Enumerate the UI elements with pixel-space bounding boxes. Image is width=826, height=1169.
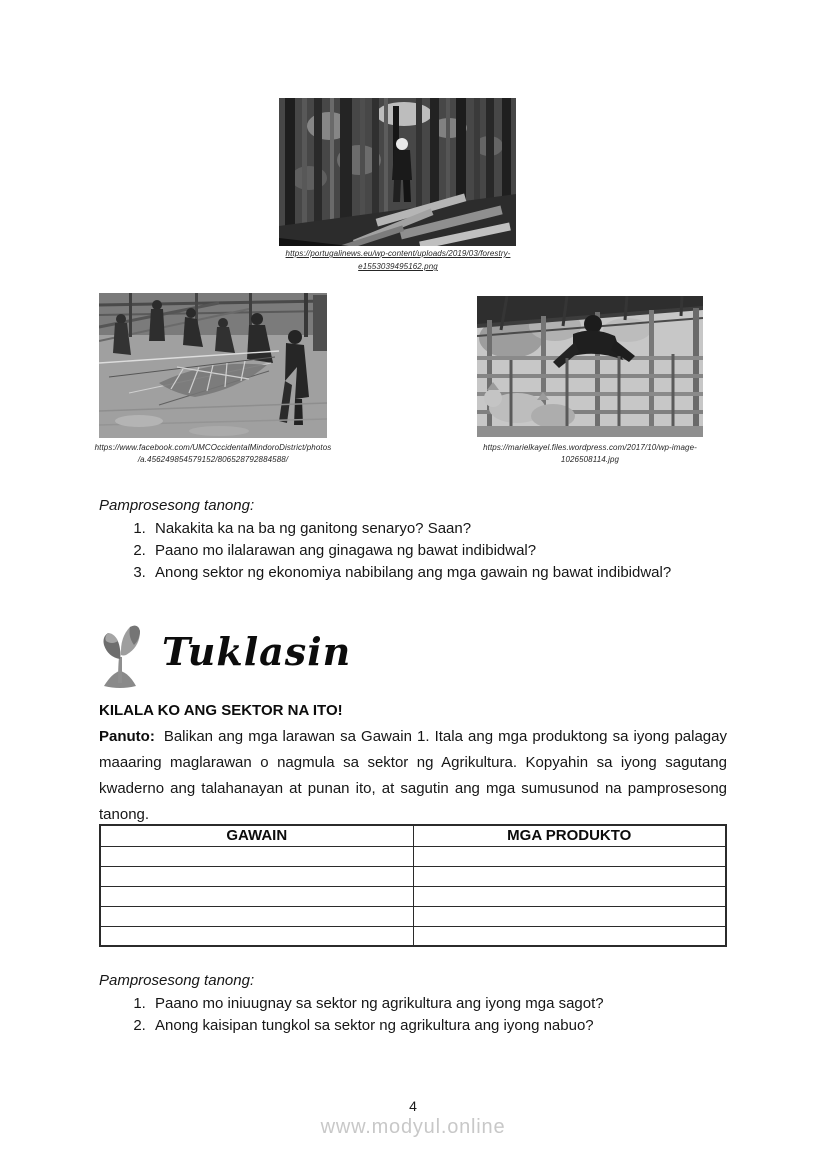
forestry-caption-line2[interactable]: e1553039495162.png	[358, 262, 438, 271]
activity-instructions	[99, 724, 727, 828]
table-empty-cell	[100, 886, 413, 906]
processing-questions-2-list	[99, 993, 727, 1037]
activity-table	[99, 824, 727, 947]
table-empty-row	[100, 886, 726, 906]
panuto-label: Panuto:	[99, 728, 155, 745]
table-empty-cell	[413, 926, 726, 946]
panuto-text: Balikan ang mga larawan sa Gawain 1. Itala ang mga produktong sa iyong palagay maaaring maglarawan o nagmula sa sektor ng Agrikultura. Kopyahin sa iyong sagutang kwaderno ang talahanayan at punan ito, at sagutin ang mga sumusunod na pamprosesong tanong.	[99, 728, 727, 823]
table-empty-cell	[100, 906, 413, 926]
pig-farm-caption-line2: 1026508114.jpg	[560, 454, 620, 464]
table-empty-row	[100, 846, 726, 866]
activity-table-body	[100, 846, 726, 946]
fishing-photo-caption	[83, 442, 343, 465]
table-empty-row	[100, 926, 726, 946]
table-header-row	[100, 825, 726, 846]
seedling-icon	[100, 623, 140, 690]
table-empty-cell	[100, 866, 413, 886]
pig-farm-photo-illustration	[477, 296, 703, 437]
table-empty-row	[100, 906, 726, 926]
table-empty-cell	[100, 926, 413, 946]
table-header-mga-produkto: MGA PRODUKTO	[413, 825, 726, 846]
pig-farm-caption-line1: https://marielkayel.files.wordpress.com/2017/10/wp-image-	[483, 443, 697, 452]
fishing-net-photo	[99, 293, 327, 438]
processing-questions-1-title: Pamprosesong tanong:	[99, 497, 255, 514]
forestry-photo	[279, 98, 516, 246]
processing-questions-1	[99, 497, 727, 584]
table-empty-cell	[413, 846, 726, 866]
table-empty-cell	[100, 846, 413, 866]
pig-farm-photo-caption	[460, 442, 720, 465]
question-item: 2. Anong kaisipan tungkol sa sektor ng agrikultura ang iyong nabuo?	[150, 1015, 727, 1037]
pig-farm-photo	[477, 296, 703, 437]
question-item: 1. Paano mo iniuugnay sa sektor ng agrikultura ang iyong mga sagot?	[150, 993, 727, 1015]
table-empty-cell	[413, 906, 726, 926]
processing-questions-1-list	[99, 518, 727, 584]
activity-section	[99, 701, 727, 828]
forestry-photo-caption[interactable]	[238, 247, 558, 273]
forestry-photo-illustration	[279, 98, 516, 246]
table-empty-row	[100, 866, 726, 886]
fishing-caption-line1: https://www.facebook.com/UMCOccidentalMindoroDistrict/photos	[94, 443, 332, 452]
table-empty-cell	[413, 866, 726, 886]
table-empty-cell	[413, 886, 726, 906]
forestry-caption-line1[interactable]: https://portugalinews.eu/wp-content/uploads/2019/03/forestry-	[285, 249, 511, 258]
table-header-gawain: GAWAIN	[100, 825, 413, 846]
processing-questions-2-title: Pamprosesong tanong:	[99, 972, 255, 989]
fishing-caption-line2: /a.456249854579152/806528792884588/	[137, 454, 289, 464]
watermark: www.modyul.online	[320, 1116, 506, 1138]
page-number: 4	[409, 1098, 417, 1114]
activity-title: KILALA KO ANG SEKTOR NA ITO!	[99, 702, 343, 719]
activity-table-head	[100, 825, 726, 846]
fishing-photo-illustration	[99, 293, 327, 438]
tuklasin-heading: Tuklasin	[162, 629, 352, 674]
processing-questions-2	[99, 972, 727, 1037]
question-item: 2. Paano mo ilalarawan ang ginagawa ng bawat indibidwal?	[150, 540, 727, 562]
question-item: 1. Nakakita ka na ba ng ganitong senaryo? Saan?	[150, 518, 727, 540]
question-item: 3. Anong sektor ng ekonomiya nabibilang ang mga gawain ng bawat indibidwal?	[150, 562, 727, 584]
